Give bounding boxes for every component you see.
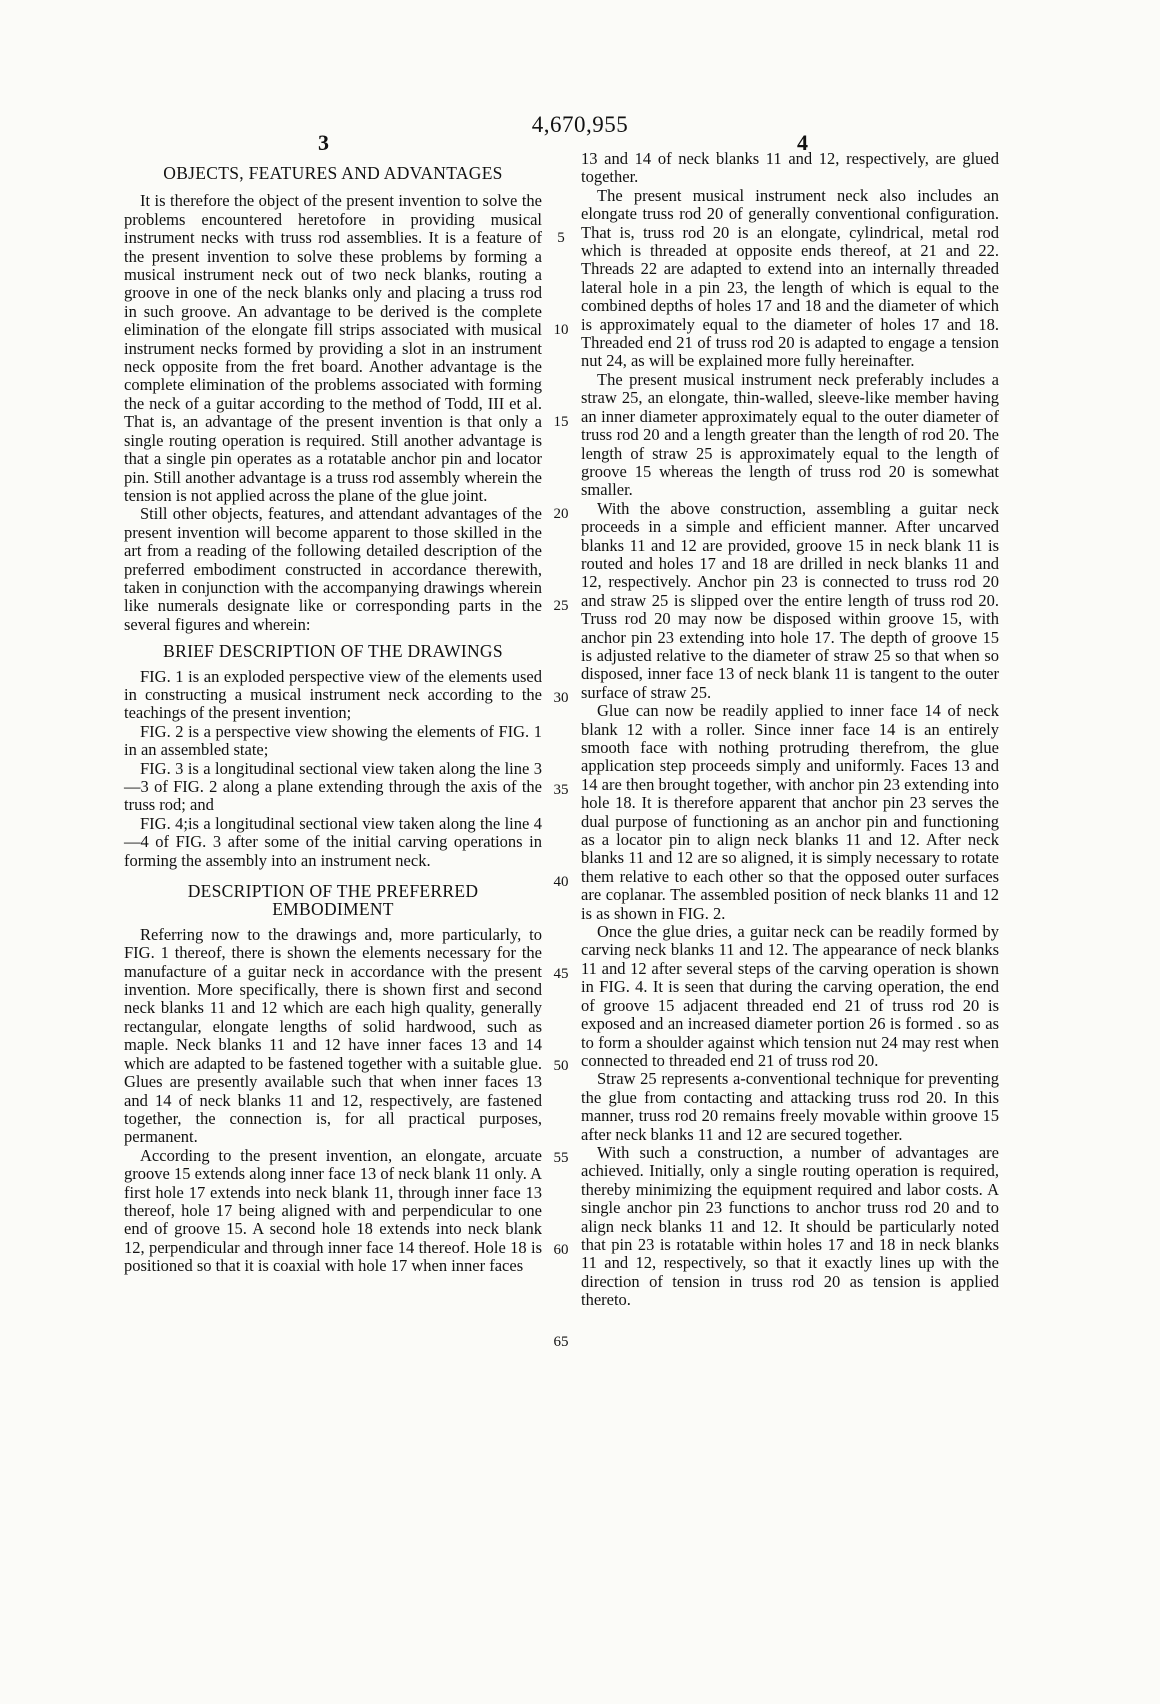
section-heading-objects: OBJECTS, FEATURES AND ADVANTAGES	[163, 163, 503, 183]
line-number: 30	[553, 690, 569, 706]
line-number: 40	[553, 874, 569, 890]
paragraph: Still other objects, features, and attendant advantages of the present invention will become apparent to those skilled in the art from a reading of the following detailed description of the preferred embodiment constructed in accordance therewith, taken in conjunction with the accompanying drawings wherein like numerals designate like or corresponding parts in the several figures and wherein:	[124, 504, 542, 634]
line-number: 65	[553, 1334, 569, 1350]
line-number: 15	[553, 414, 569, 430]
section-heading-brief-description: BRIEF DESCRIPTION OF THE DRAWINGS	[163, 641, 503, 662]
figure-description: FIG. 4;is a longitudinal sectional view taken along the line 4—4 of FIG. 3 after some of the initial carving operations in forming the assembly into an instrument neck.	[124, 813, 542, 870]
left-column	[124, 150, 542, 1276]
paragraph: Glue can now be readily applied to inner face 14 of neck blank 12 with a roller. Since inner face 14 is an entirely smooth face with nothing protruding therefrom, the glue application step proceeds simply and uniformly. Faces 13 and 14 are then brought together, with anchor pin 23 extending into hole 18. It is therefore apparent that anchor pin 23 serves the dual purpose of functioning as an anchor pin and functioning as a locator pin to align neck blanks 11 and 12. After neck blanks 11 and 12 are so aligned, it is simply necessary to rotate them relative to each other so that the opposed outer surfaces are coplanar. The assembled position of neck blanks 11 and 12 is as shown in FIG. 2.	[581, 701, 999, 923]
paragraph: With the above construction, assembling a guitar neck proceeds in a simple and efficient manner. After uncarved blanks 11 and 12 are provided, groove 15 in neck blank 11 is routed and holes 17 and 18 are drilled in neck blanks 11 and 12, respectively. Anchor pin 23 is connected to truss rod 20 and straw 25 is slipped over the entire length of truss rod 20. Truss rod 20 may now be disposed within groove 15, with anchor pin 23 extending into hole 17. The depth of groove 15 is adjusted relative to the diameter of straw 25 so that when so disposed, inner face 13 of neck blank 11 is tangent to the outer surface of straw 25.	[581, 498, 999, 702]
paragraph: With such a construction, a number of advantages are achieved. Initially, only a single routing operation is required, thereby minimizing the equipment required and labor costs. A single anchor pin 23 functions to anchor truss rod 20 and to align neck blanks 11 and 12. It should be particularly noted that pin 23 is rotatable within holes 17 and 18 in neck blanks 11 and 12, respectively, so that it exactly lines up with the direction of tension in truss rod 20 as tension is applied thereto.	[581, 1142, 999, 1310]
paragraph: The present musical instrument neck preferably includes a straw 25, an elongate, thin-walled, sleeve-like member having an inner diameter approximately equal to the outer diameter of truss rod 20 and a length greater than the length of rod 20. The length of straw 25 is approximately equal to the length of groove 15 whereas the length of truss rod 20 is somewhat smaller.	[581, 369, 999, 500]
line-number: 20	[553, 506, 569, 522]
line-number: 50	[553, 1058, 569, 1074]
left-page-number: 3	[318, 130, 329, 155]
line-number-gutter	[546, 150, 576, 1550]
line-number: 25	[553, 598, 569, 614]
figure-description: FIG. 3 is a longitudinal sectional view taken along the line 3—3 of FIG. 2 along a plane extending through the axis of the truss rod; and	[124, 758, 542, 815]
right-page-number: 4	[797, 130, 808, 155]
line-number: 10	[553, 322, 569, 338]
line-number: 5	[557, 230, 565, 246]
paragraph: 13 and 14 of neck blanks 11 and 12, respectively, are glued together.	[581, 149, 999, 187]
line-number: 35	[553, 782, 569, 798]
patent-number: 4,670,955	[531, 112, 629, 137]
paragraph: It is therefore the object of the present invention to solve the problems encountered heretofore in providing musical instrument necks with truss rod assemblies. It is a feature of the present invention to solve these problems by forming a musical instrument neck out of two neck blanks, routing a groove in one of the neck blanks only and placing a truss rod in such groove. An advantage to be derived is the complete elimination of the elongate fill strips associated with musical instrument necks formed by providing a slot in an instrument neck opposite from the fret board. Another advantage is the complete elimination of the problems associated with forming the neck of a guitar according to the method of Todd, III et al. That is, an advantage of the present invention is that only a single routing operation is required. Still another advantage is that a single pin operates as a rotatable anchor pin and locator pin. Still another advantage is a truss rod assembly wherein the tension is not applied across the plane of the glue joint.	[124, 191, 542, 505]
section-heading-description-line1: DESCRIPTION OF THE PREFERRED	[187, 881, 479, 902]
paragraph: Referring now to the drawings and, more particularly, to FIG. 1 thereof, there is shown the elements necessary for the manufacture of a guitar neck in accordance with the present invention. More specifically, there is shown first and second neck blanks 11 and 12 which are each high quality, generally rectangular, elongate lengths of solid hardwood, such as maple. Neck blanks 11 and 12 have inner faces 13 and 14 which are adapted to be fastened together with a suitable glue. Glues are presently available such that when inner faces 13 and 14 of neck blanks 11 and 12, respectively, are fastened together, the connection is, for all practical purposes, permanent.	[124, 924, 542, 1147]
paragraph: Straw 25 represents a-conventional technique for preventing the glue from contacting and attacking truss rod 20. In this manner, truss rod 20 remains freely movable within groove 15 after neck blanks 11 and 12 are secured together.	[581, 1069, 999, 1144]
line-number: 45	[553, 966, 569, 982]
line-number: 55	[553, 1150, 569, 1166]
figure-description: FIG. 1 is an exploded perspective view of the elements used in constructing a musical instrument neck according to the teachings of the present invention;	[124, 666, 542, 723]
paragraph: Once the glue dries, a guitar neck can be readily formed by carving neck blanks 11 and 12. The appearance of neck blanks 11 and 12 after several steps of the carving operation is shown in FIG. 4. It is seen that during the carving operation, the end of groove 15 adjacent threaded end 21 of truss rod 20 is exposed and an increased diameter portion 26 is formed . so as to form a shoulder against which tension nut 24 may rest when connected to threaded end 21 of truss rod 20.	[581, 922, 999, 1070]
line-number: 60	[553, 1242, 569, 1258]
paragraph: The present musical instrument neck also includes an elongate truss rod 20 of generally conventional configuration. That is, truss rod 20 is an elongate, cylindrical, metal rod which is threaded at opposite ends thereof, at 21 and 22. Threads 22 are adapted to extend into an internally threaded lateral hole in a pin 23, the length of which is equal to the combined depths of holes 17 and 18 and the diameter of which is approximately equal to the diameter of holes 17 and 18. Threaded end 21 of truss rod 20 is adapted to engage a tension nut 24, as will be explained more fully hereinafter.	[581, 185, 999, 371]
paragraph: According to the present invention, an elongate, arcuate groove 15 extends along inner face 13 of neck blank 11 only. A first hole 17 extends into neck blank 11, through inner face 13 thereof, hole 17 being aligned with and perpendicular to one end of groove 15. A second hole 18 extends into neck blank 12, perpendicular and through inner face 14 thereof. Hole 18 is positioned so that it is coaxial with hole 17 when inner faces	[124, 1145, 542, 1276]
right-column	[581, 150, 999, 1310]
figure-description: FIG. 2 is a perspective view showing the elements of FIG. 1 in an assembled state;	[124, 721, 542, 760]
section-heading-description-line2: EMBODIMENT	[272, 899, 394, 920]
